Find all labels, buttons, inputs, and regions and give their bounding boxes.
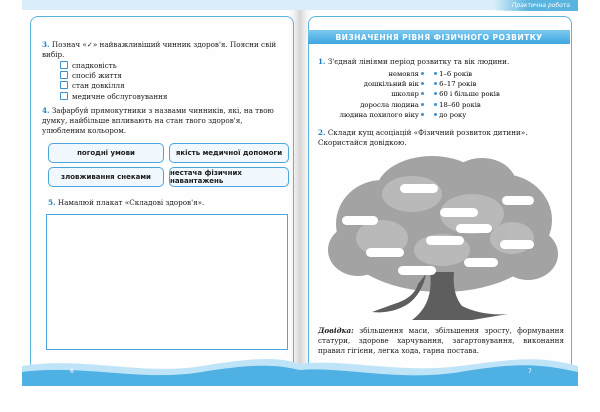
left-page [22, 0, 300, 386]
age-item[interactable]: 18–60 років [434, 100, 554, 110]
top-strip [22, 0, 300, 10]
factor-snacks[interactable]: зловживання снеками [48, 167, 164, 187]
period-list [320, 69, 424, 120]
bottom-wave [300, 352, 578, 386]
age-item[interactable]: 6–17 років [434, 79, 554, 89]
blank-slot [398, 266, 436, 275]
blank-slot [464, 258, 498, 267]
task-number: 5. [48, 198, 56, 207]
task-text: Намалюй плакат «Складові здоров'я». [57, 198, 205, 207]
task-text: Склади кущ асоціацій «Фізичний розвиток дитини». Скористайся довідкою. [318, 128, 528, 148]
checkbox[interactable] [60, 81, 68, 89]
blank-slot [440, 208, 478, 217]
factor-low-activity[interactable]: нестача фізичних навантажень [169, 167, 289, 187]
task-1 [318, 57, 558, 67]
task-4 [42, 106, 282, 137]
page-number: 7 [528, 368, 532, 375]
task-3 [42, 40, 282, 60]
task-text: Зафарбуй прямокутники з назвами чинників, які, на твою думку, найбільше впливають на стан твого здоров'я, улюбленим кольором. [42, 106, 274, 136]
task-text: З'єднай лініями період розвитку та вік людини. [327, 57, 510, 66]
option-medical-care[interactable]: медичне обслуговування [60, 92, 260, 102]
blank-slot [366, 248, 404, 257]
checkbox[interactable] [60, 92, 68, 100]
page-number: 6 [70, 368, 74, 375]
task-number: 4. [42, 106, 50, 115]
practical-work-label: Практична робота [494, 0, 578, 11]
poster-drawing-area[interactable] [46, 214, 288, 350]
section-banner: ВИЗНАЧЕННЯ РІВНЯ ФІЗИЧНОГО РОЗВИТКУ [308, 30, 570, 44]
task-text: Познач «✓» найважливіший чинник здоров'я. Поясни свій вибір. [42, 40, 277, 60]
period-item[interactable]: людина похилого віку [320, 110, 424, 120]
association-tree [322, 154, 562, 324]
right-page [300, 0, 578, 386]
option-heredity[interactable]: спадковість [60, 61, 260, 71]
blank-slot [502, 196, 534, 205]
hint-text: збільшення маси, збільшення зросту, формування статури, здорове харчування, загартовування, виконання правил гігієни, легка хода, гарна постава. [318, 326, 564, 356]
task-2 [318, 128, 562, 148]
factor-medical-quality[interactable]: якість медичної допомоги [169, 143, 289, 163]
task-number: 3. [42, 40, 50, 49]
period-item[interactable]: доросла людина [320, 100, 424, 110]
option-environment[interactable]: стан довкілля [60, 81, 260, 91]
task-3-options [60, 61, 260, 102]
task-number: 2. [318, 128, 326, 137]
blank-slot [426, 236, 464, 245]
bottom-wave [22, 352, 300, 386]
hint-label: Довідка: [318, 326, 354, 335]
period-item[interactable]: немовля [320, 69, 424, 79]
option-lifestyle[interactable]: спосіб життя [60, 71, 260, 81]
age-item[interactable]: 60 і більше років [434, 89, 554, 99]
checkbox[interactable] [60, 61, 68, 69]
blank-slot [500, 240, 534, 249]
period-item[interactable]: дошкільний вік [320, 79, 424, 89]
task-number: 1. [318, 57, 326, 66]
factor-weather[interactable]: погодні умови [48, 143, 164, 163]
age-item[interactable]: 1–6 років [434, 69, 554, 79]
blank-slot [400, 184, 438, 193]
age-item[interactable]: до року [434, 110, 554, 120]
age-list [434, 69, 554, 120]
task-5 [48, 198, 288, 208]
period-item[interactable]: школяр [320, 89, 424, 99]
blank-slot [342, 216, 378, 225]
blank-slot [456, 224, 492, 233]
checkbox[interactable] [60, 71, 68, 79]
